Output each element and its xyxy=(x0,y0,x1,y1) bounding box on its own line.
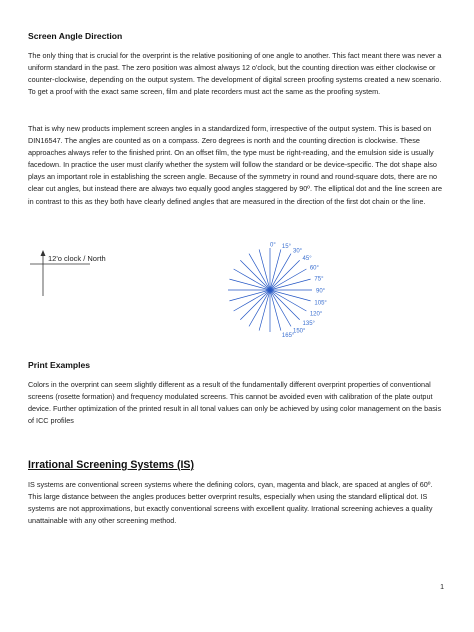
compass-angle-label: 105° xyxy=(314,300,327,307)
screen-angle-compass-diagram xyxy=(226,236,336,344)
compass-angle-label: 120° xyxy=(309,311,323,318)
section-title-print-examples: Print Examples xyxy=(28,360,91,370)
section-title-irrational-screening: Irrational Screening Systems (IS) xyxy=(28,459,195,471)
paragraph-irrational-screening: IS systems are conventional screen systems where the defining colors, cyan, magenta and black, are spaced at angles of 60º. This large distance between the angles produces better overprint results, especially when using the standard elliptical dot. IS systems are not approximations, but exactly conventional screens with excellent quality. Irrational screening achieves a quality unattainable with any other screening method. xyxy=(28,480,433,526)
compass-angle-label: 90° xyxy=(316,288,326,295)
page-number: 1 xyxy=(440,584,444,591)
north-arrow-icon xyxy=(41,250,46,256)
north-label: 12'o clock / North xyxy=(48,254,106,263)
paragraph-print-examples: Colors in the overprint can seem slightly different as a result of the fundamentally different overprint properties of conventional screens (rosette formation) and frequency modulated screens. This cannot be avoided even with calibration of the plate output device. Further optimization of the printed result in all tonal values can only be achieved by using color management on the basis of ICC profiles xyxy=(28,380,442,426)
compass-angle-label: 45° xyxy=(302,255,312,262)
compass-rays xyxy=(228,248,312,335)
compass-angle-label: 15° xyxy=(281,244,291,251)
compass-angle-label: 135° xyxy=(302,321,315,328)
compass-angle-label: 60° xyxy=(309,265,319,272)
paragraph-screen-angle-1: The only thing that is crucial for the overprint is the relative positioning of one angle to another. This fact meant there was never a uniform standard in the past. The zero position was almost always 12 o'clock, but the counting direction was either clockwise or counter-clockwise, depending on the output system. The development of digital screen proofing systems created a new scenario. To get a proof with the exact same screen, film and plate recorders must act the same as the proofing system. xyxy=(28,51,442,97)
compass-angle-label: 75° xyxy=(314,276,324,283)
section-title-screen-angle: Screen Angle Direction xyxy=(28,31,123,41)
compass-angle-label: 30° xyxy=(293,248,303,255)
paragraph-screen-angle-2: That is why new products implement screen angles in a standardized form, irrespective of the output system. This is based on DIN16547. The angles are counted as on a compass. Zero degrees is north and the counting direction is clockwise. These approaches always refer to the finished print. On an offset film, the type must be right-reading, and the emulsion side is usually facedown. In practice the user must clarify whether the system will follow the standard or be device-specific. The dot shape also plays an important role in establishing the screen angle. Because of the symmetry in round and round-square dots, there are no clear cut angles, but instead there are always two equally good angles staggered by 90º. The elliptical dot and the line screen are in contrast to this as they both have clearly defined angles that are measured in the direction of the first dot chain or the line. xyxy=(28,124,443,206)
compass-angle-label: 150° xyxy=(293,328,306,335)
north-reference-diagram xyxy=(20,248,110,298)
compass-angle-label: 0° xyxy=(270,242,276,249)
compass-angle-label: 165° xyxy=(281,332,295,339)
